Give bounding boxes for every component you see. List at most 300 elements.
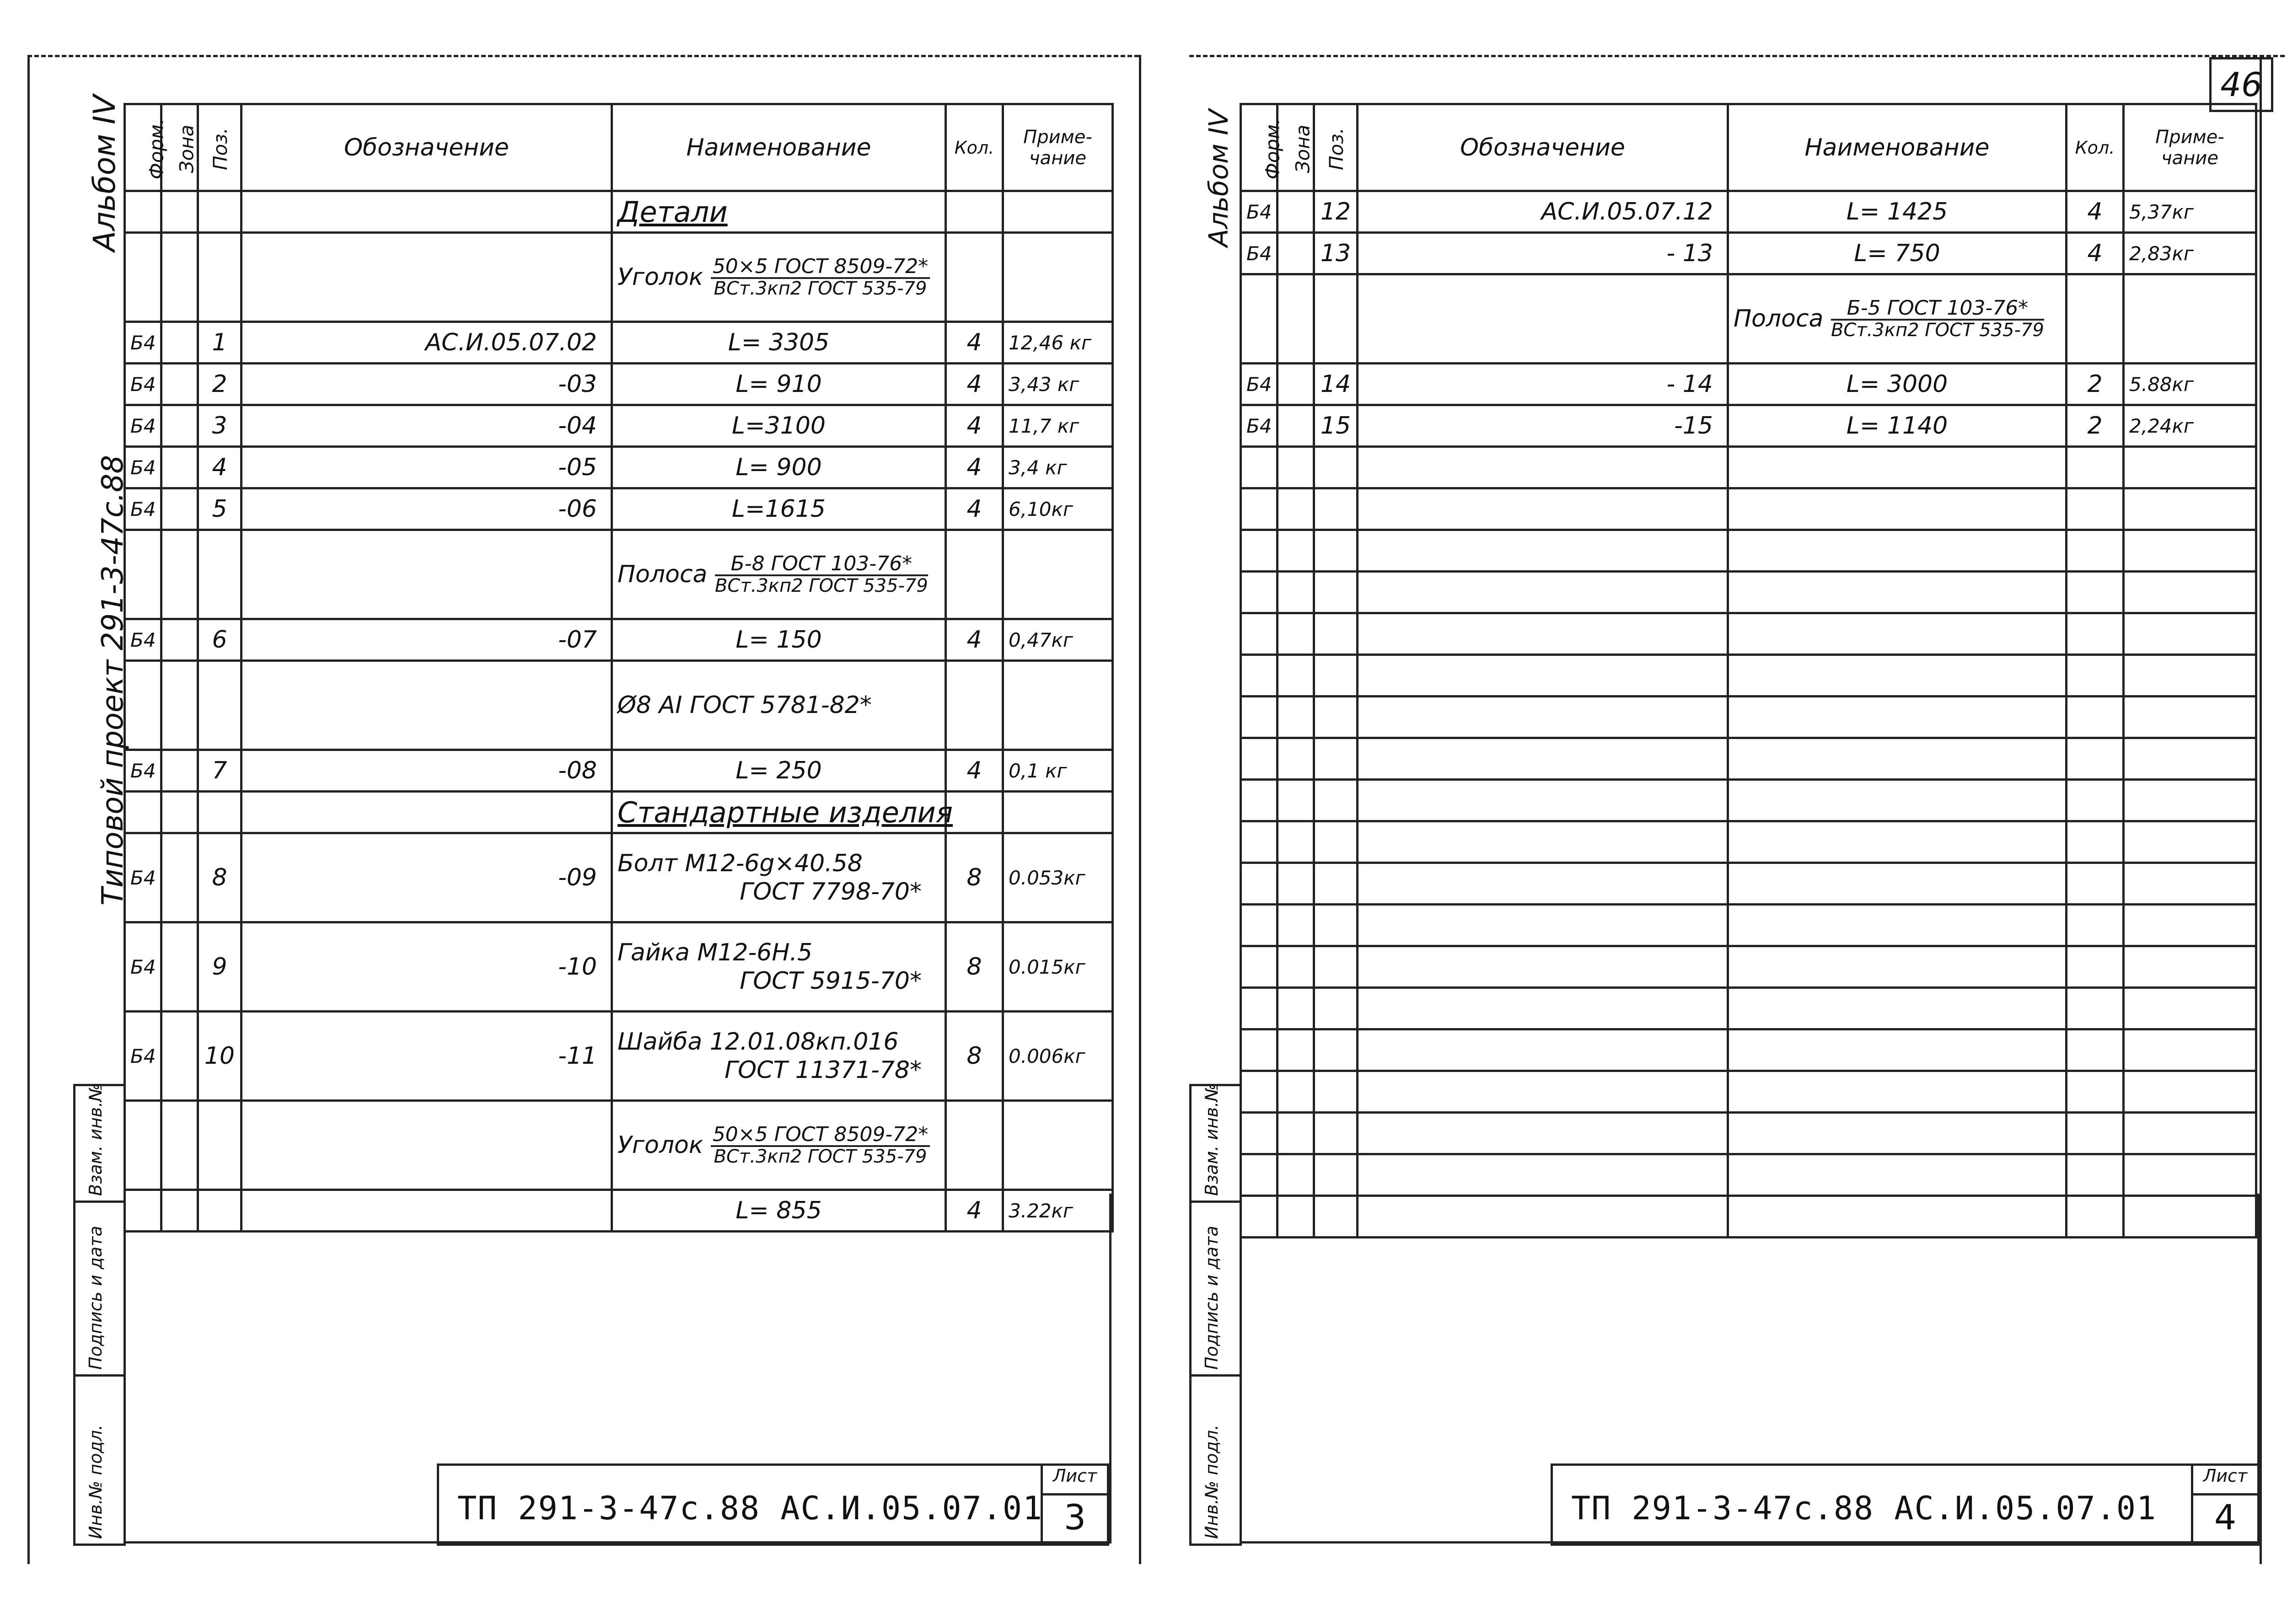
table-cell: Б4 [125, 447, 161, 488]
table-cell [2067, 655, 2124, 697]
table-cell [2067, 613, 2124, 655]
col-zone-header: Зона [1278, 104, 1314, 191]
table-cell [1728, 572, 2067, 613]
table-cell: L= 855 [612, 1190, 946, 1232]
table-cell [161, 488, 198, 530]
col-designation-header: Обозначение [1358, 104, 1728, 191]
table-cell [1278, 1029, 1314, 1071]
table-cell [1241, 274, 1278, 364]
col-name-header: Наименование [1728, 104, 2067, 191]
table-row [1241, 863, 2256, 905]
table-cell [161, 447, 198, 488]
table-cell [1241, 1029, 1278, 1071]
table-cell [1278, 697, 1314, 738]
table-cell: 15 [1314, 405, 1358, 447]
stamp-label-signature: Подпись и дата [1202, 1226, 1222, 1370]
table-row [125, 661, 1113, 750]
table-cell [2124, 1029, 2256, 1071]
table-cell [1728, 821, 2067, 863]
table-cell [198, 1101, 242, 1190]
table-cell: Б4 [1241, 405, 1278, 447]
table-cell [1728, 863, 2067, 905]
table-cell [1278, 1071, 1314, 1113]
table-cell [1358, 780, 1728, 821]
table-cell [125, 1101, 161, 1190]
table-row [1241, 191, 2256, 233]
table-cell [242, 1101, 612, 1190]
table-cell: -09 [242, 833, 612, 922]
table-cell [2067, 821, 2124, 863]
col-note-header: Приме-чание [2124, 104, 2256, 191]
table-cell: 2 [198, 364, 242, 405]
table-row [1241, 233, 2256, 274]
table-cell [1358, 1029, 1728, 1071]
table-cell: 13 [1314, 233, 1358, 274]
table-row [1241, 655, 2256, 697]
table-cell: - 14 [1358, 364, 1728, 405]
table-cell [161, 619, 198, 661]
table-cell [1003, 233, 1113, 322]
table-cell: 3,4 кг [1003, 447, 1113, 488]
table-cell: L=3100 [612, 405, 946, 447]
table-cell [1278, 738, 1314, 780]
table-cell [2124, 905, 2256, 946]
title-code: ТП 291-3-47с.88 АС.И.05.07.01 [457, 1490, 1043, 1527]
table-cell [1358, 738, 1728, 780]
table-cell [2124, 946, 2256, 988]
table-cell: АС.И.05.07.12 [1358, 191, 1728, 233]
stamp-label-signature: Подпись и дата [86, 1226, 106, 1370]
col-pos-header: Поз. [198, 104, 242, 191]
col-qty-header: Кол. [2067, 104, 2124, 191]
table-cell [1728, 530, 2067, 572]
table-cell [946, 191, 1003, 233]
table-cell: Б4 [125, 405, 161, 447]
stamp-strip-right [1189, 1084, 1242, 1546]
table-cell [1358, 572, 1728, 613]
table-cell [1314, 988, 1358, 1029]
table-cell [2067, 946, 2124, 988]
table-cell [1314, 613, 1358, 655]
table-cell: 4 [946, 447, 1003, 488]
table-cell [1314, 1113, 1358, 1154]
frame-left-line [27, 55, 30, 1564]
table-cell [1003, 530, 1113, 619]
table-cell [2124, 613, 2256, 655]
table-cell [1003, 792, 1113, 833]
table-cell [125, 233, 161, 322]
table-cell: 10 [198, 1012, 242, 1101]
table-cell [1241, 1154, 1278, 1196]
table-cell: 6 [198, 619, 242, 661]
table-cell [1241, 863, 1278, 905]
sheet-number: 3 [1063, 1497, 1086, 1538]
table-cell [1314, 821, 1358, 863]
table-cell [1314, 488, 1358, 530]
table-cell [2124, 1113, 2256, 1154]
table-cell [1358, 1113, 1728, 1154]
table-cell [1278, 780, 1314, 821]
table-cell: -04 [242, 405, 612, 447]
table-cell: 12 [1314, 191, 1358, 233]
table-row [125, 833, 1113, 922]
table-cell: 8 [946, 922, 1003, 1012]
table-row [125, 488, 1113, 530]
table-cell [2124, 863, 2256, 905]
table-cell [242, 792, 612, 833]
table-cell: 3.22кг [1003, 1190, 1113, 1232]
album-label: Альбом IV [1203, 109, 1234, 247]
table-cell [2067, 1154, 2124, 1196]
table-row [1241, 530, 2256, 572]
table-cell: 2,83кг [2124, 233, 2256, 274]
table-cell [2124, 447, 2256, 488]
table-cell [1314, 697, 1358, 738]
table-cell [161, 750, 198, 792]
table-cell [946, 1101, 1003, 1190]
table-cell [242, 530, 612, 619]
material-spec: Уголок 50×5 ГОСТ 8509-72* ВСт.3кп2 ГОСТ 535-79 [612, 233, 946, 322]
table-cell: L= 910 [612, 364, 946, 405]
table-cell [1728, 905, 2067, 946]
table-cell: 4 [198, 447, 242, 488]
table-row [1241, 405, 2256, 447]
table-cell [198, 530, 242, 619]
table-cell [1314, 655, 1358, 697]
table-cell [1278, 655, 1314, 697]
table-cell [1728, 1154, 2067, 1196]
col-name-header: Наименование [612, 104, 946, 191]
table-cell: L= 750 [1728, 233, 2067, 274]
sheet-number: 4 [2214, 1497, 2237, 1538]
table-cell [1314, 1029, 1358, 1071]
table-cell [1241, 1071, 1278, 1113]
table-row [1241, 364, 2256, 405]
table-row [1241, 1154, 2256, 1196]
frame-right-line [2260, 55, 2262, 1564]
table-cell [946, 661, 1003, 750]
table-cell: -05 [242, 447, 612, 488]
table-cell [161, 530, 198, 619]
table-cell [1241, 655, 1278, 697]
table-cell: L= 900 [612, 447, 946, 488]
title-block-left [437, 1463, 1109, 1546]
table-cell [1358, 613, 1728, 655]
table-cell [1358, 447, 1728, 488]
table-cell [1278, 946, 1314, 988]
table-cell [125, 661, 161, 750]
table-cell: Б4 [125, 1012, 161, 1101]
table-cell: L= 3000 [1728, 364, 2067, 405]
sheet-number-box: Лист 4 [2191, 1466, 2257, 1544]
table-cell: Шайба 12.01.08кп.016 ГОСТ 11371-78* [612, 1012, 946, 1101]
table-cell: - 13 [1358, 233, 1728, 274]
table-cell [242, 191, 612, 233]
table-cell: 8 [198, 833, 242, 922]
table-cell [2124, 530, 2256, 572]
table-cell [161, 233, 198, 322]
table-row [1241, 780, 2256, 821]
table-cell: L= 250 [612, 750, 946, 792]
table-cell [161, 1012, 198, 1101]
table-cell: АС.И.05.07.02 [242, 322, 612, 364]
table-cell [2067, 530, 2124, 572]
col-pos-header: Поз. [1314, 104, 1358, 191]
table-cell [1314, 274, 1358, 364]
table-cell [1241, 988, 1278, 1029]
table-cell [1314, 530, 1358, 572]
album-label: Альбом IV [87, 95, 122, 252]
table-cell [2124, 1154, 2256, 1196]
table-cell: 7 [198, 750, 242, 792]
table-cell [2124, 274, 2256, 364]
sheet-right [1189, 55, 2287, 1564]
col-note-header: Приме-чание [1003, 104, 1113, 191]
stamp-label-replace: Взам. инв.№ [1202, 1083, 1222, 1196]
table-cell: 1 [198, 322, 242, 364]
table-cell: 2 [2067, 364, 2124, 405]
table-cell [2067, 1029, 2124, 1071]
table-cell [1358, 274, 1728, 364]
table-cell [2067, 905, 2124, 946]
stamp-strip-left [73, 1084, 126, 1546]
table-cell: 0.015кг [1003, 922, 1113, 1012]
table-row [1241, 274, 2256, 364]
table-cell: 0,47кг [1003, 619, 1113, 661]
table-cell [1241, 488, 1278, 530]
table-cell [1278, 191, 1314, 233]
table-cell [1358, 1071, 1728, 1113]
table-cell [1314, 447, 1358, 488]
table-cell [161, 792, 198, 833]
table-cell [1241, 572, 1278, 613]
table-cell [1728, 1113, 2067, 1154]
frame-top-line [27, 55, 1139, 57]
table-row [1241, 821, 2256, 863]
table-row [1241, 488, 2256, 530]
table-cell [2067, 1113, 2124, 1154]
table-cell [1278, 274, 1314, 364]
section-heading: Стандартные изделия [617, 795, 953, 829]
spec-table-right [1240, 103, 2257, 1238]
table-cell [2067, 988, 2124, 1029]
table-cell: 0.006кг [1003, 1012, 1113, 1101]
table-cell: Б4 [1241, 191, 1278, 233]
table-cell [1728, 613, 2067, 655]
table-cell: L= 150 [612, 619, 946, 661]
table-row [1241, 1029, 2256, 1071]
table-cell: Б4 [125, 750, 161, 792]
table-cell: 11,7 кг [1003, 405, 1113, 447]
table-cell: -08 [242, 750, 612, 792]
col-qty-header: Кол. [946, 104, 1003, 191]
table-cell: -03 [242, 364, 612, 405]
table-cell [1358, 863, 1728, 905]
table-row [125, 1101, 1113, 1190]
table-cell: Б4 [125, 364, 161, 405]
table-cell [1728, 738, 2067, 780]
table-cell [1314, 572, 1358, 613]
table-row [125, 922, 1113, 1012]
table-cell [1358, 821, 1728, 863]
table-cell [1241, 697, 1278, 738]
table-cell [1003, 661, 1113, 750]
table-cell: L= 3305 [612, 322, 946, 364]
table-cell: 4 [946, 488, 1003, 530]
table-row [1241, 1071, 2256, 1113]
table-cell [125, 191, 161, 233]
table-cell [1314, 780, 1358, 821]
project-label: Типовой проект 291-3-47с.88 [96, 455, 130, 906]
material-spec: Полоса Б-8 ГОСТ 103-76* ВСт.3кп2 ГОСТ 535-79 [612, 530, 946, 619]
table-cell: Б4 [125, 488, 161, 530]
table-cell: 5 [198, 488, 242, 530]
table-cell: 5.88кг [2124, 364, 2256, 405]
table-cell: L=1615 [612, 488, 946, 530]
table-cell [1241, 780, 1278, 821]
table-cell [198, 661, 242, 750]
table-row [1241, 988, 2256, 1029]
table-row [125, 322, 1113, 364]
table-cell [612, 191, 946, 233]
stamp-label-inventory: Инв.№ подл. [86, 1424, 106, 1539]
table-row [125, 619, 1113, 661]
table-cell [1241, 738, 1278, 780]
table-cell [2124, 780, 2256, 821]
table-cell: 0,1 кг [1003, 750, 1113, 792]
table-cell [1003, 191, 1113, 233]
frame-right-line [1139, 55, 1141, 1564]
table-cell [2067, 863, 2124, 905]
table-cell [1728, 780, 2067, 821]
table-cell [1358, 488, 1728, 530]
table-cell: 8 [946, 833, 1003, 922]
col-zone-header: Зона [161, 104, 198, 191]
table-cell [198, 191, 242, 233]
table-cell [2124, 1071, 2256, 1113]
table-cell [1728, 988, 2067, 1029]
table-cell: 3,43 кг [1003, 364, 1113, 405]
table-cell: 6,10кг [1003, 488, 1113, 530]
table-cell: 4 [946, 405, 1003, 447]
table-row [125, 364, 1113, 405]
material-spec: Уголок 50×5 ГОСТ 8509-72* ВСт.3кп2 ГОСТ 535-79 [612, 1101, 946, 1190]
table-row [125, 447, 1113, 488]
table-cell: L= 1425 [1728, 191, 2067, 233]
table-cell: -06 [242, 488, 612, 530]
table-cell [1358, 1154, 1728, 1196]
table-cell [2124, 655, 2256, 697]
table-cell: 5,37кг [2124, 191, 2256, 233]
table-cell [1728, 488, 2067, 530]
table-cell [1358, 530, 1728, 572]
table-cell [161, 833, 198, 922]
table-cell: L= 1140 [1728, 405, 2067, 447]
table-cell: -10 [242, 922, 612, 1012]
table-cell: -11 [242, 1012, 612, 1101]
table-cell [1358, 905, 1728, 946]
table-cell [1278, 863, 1314, 905]
table-cell: Б4 [125, 922, 161, 1012]
table-cell [1358, 697, 1728, 738]
table-cell: 4 [2067, 191, 2124, 233]
table-cell: 4 [946, 1190, 1003, 1232]
table-cell [2067, 697, 2124, 738]
spec-table-left [123, 103, 1114, 1233]
material-spec: Ø8 АI ГОСТ 5781-82* [612, 661, 946, 750]
sheet-left [27, 55, 1139, 1564]
table-cell [1278, 405, 1314, 447]
table-cell [2067, 572, 2124, 613]
table-cell: 4 [2067, 233, 2124, 274]
table-cell [198, 792, 242, 833]
table-row [125, 233, 1113, 322]
table-cell [1241, 1113, 1278, 1154]
table-cell [1278, 364, 1314, 405]
table-cell [1241, 530, 1278, 572]
table-cell: Болт М12-6g×40.58 ГОСТ 7798-70* [612, 833, 946, 922]
table-cell [946, 792, 1003, 833]
table-cell: 8 [946, 1012, 1003, 1101]
table-cell [1278, 905, 1314, 946]
table-cell [1278, 530, 1314, 572]
table-cell [161, 1101, 198, 1190]
table-cell [1314, 905, 1358, 946]
col-form-header: Форм. [1241, 104, 1278, 191]
table-cell [2067, 1071, 2124, 1113]
table-cell: Б4 [1241, 364, 1278, 405]
table-cell [2124, 738, 2256, 780]
table-row [1241, 738, 2256, 780]
table-cell [1728, 1071, 2067, 1113]
table-cell [946, 233, 1003, 322]
table-cell [1241, 613, 1278, 655]
col-designation-header: Обозначение [242, 104, 612, 191]
table-cell [1278, 1113, 1314, 1154]
table-cell: -07 [242, 619, 612, 661]
table-cell: Гайка М12-6Н.5 ГОСТ 5915-70* [612, 922, 946, 1012]
table-row [1241, 697, 2256, 738]
table-cell: Б4 [1241, 233, 1278, 274]
table-cell [125, 792, 161, 833]
table-cell: 9 [198, 922, 242, 1012]
table-cell [161, 364, 198, 405]
table-cell [1241, 905, 1278, 946]
table-cell [2067, 738, 2124, 780]
table-row [1241, 447, 2256, 488]
table-cell [2067, 488, 2124, 530]
table-row [125, 530, 1113, 619]
table-cell: 4 [946, 750, 1003, 792]
table-cell: 2 [2067, 405, 2124, 447]
table-cell [2124, 697, 2256, 738]
table-cell [1241, 946, 1278, 988]
table-row [125, 1012, 1113, 1101]
table-cell [1278, 821, 1314, 863]
table-cell [1278, 988, 1314, 1029]
table-cell: 0.053кг [1003, 833, 1113, 922]
table-cell [1728, 1029, 2067, 1071]
table-cell: 14 [1314, 364, 1358, 405]
table-cell [1241, 821, 1278, 863]
table-cell: Б4 [125, 833, 161, 922]
table-cell [1728, 655, 2067, 697]
table-cell [1278, 447, 1314, 488]
table-row [1241, 946, 2256, 988]
table-cell: -15 [1358, 405, 1728, 447]
table-cell [198, 233, 242, 322]
table-cell: 12,46 кг [1003, 322, 1113, 364]
